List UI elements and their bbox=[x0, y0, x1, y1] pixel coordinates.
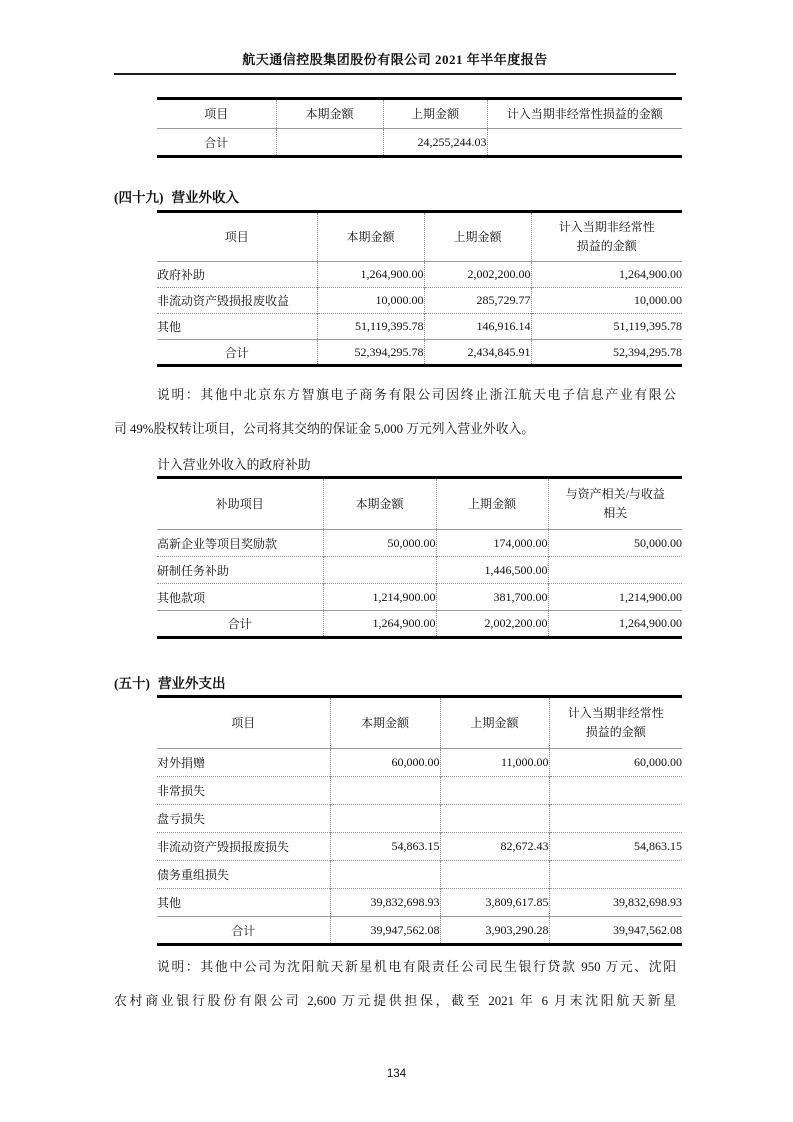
cell-nonrecurring-amount: 39,947,562.08 bbox=[613, 922, 682, 937]
table-row bbox=[157, 262, 682, 288]
cell-prior-amount: 2,434,845.91 bbox=[424, 340, 531, 366]
cell-item: 非流动资产毁损报废损失 bbox=[157, 833, 330, 861]
sub-heading-gov-subsidy: 计入营业外收入的政府补助 bbox=[157, 458, 311, 472]
cell-item: 其他 bbox=[157, 314, 317, 340]
section-title: 营业外收入 bbox=[171, 190, 239, 205]
column-header-prior: 上期金额 bbox=[383, 99, 487, 129]
column-header-current: 本期金额 bbox=[323, 478, 436, 530]
cell-item: 合计 bbox=[157, 917, 330, 945]
table-row bbox=[157, 584, 682, 611]
column-header-current: 本期金额 bbox=[330, 697, 440, 749]
section-number: (四十九) bbox=[114, 190, 164, 205]
table-row-total bbox=[157, 917, 682, 945]
cell-current-amount bbox=[330, 805, 440, 833]
page-title: 航天通信控股集团股份有限公司 2021 年半年度报告 bbox=[242, 52, 548, 67]
cell-item: 其他 bbox=[157, 889, 330, 917]
cell-prior-amount: 2,002,200.00 bbox=[436, 611, 548, 638]
table-header-row bbox=[157, 212, 682, 262]
cell-prior-amount bbox=[440, 805, 549, 833]
table-header-row bbox=[157, 697, 682, 749]
column-header-prior: 上期金额 bbox=[440, 697, 549, 749]
note-paragraph-49 bbox=[114, 378, 676, 446]
column-header-current: 本期金额 bbox=[276, 99, 383, 129]
header-line-1: 计入当期非经常性 bbox=[567, 706, 664, 720]
cell-prior-amount: 381,700.00 bbox=[436, 584, 548, 611]
cell-current-amount bbox=[323, 557, 436, 584]
table-row bbox=[157, 288, 682, 314]
header-line-1: 与资产相关/与收益 bbox=[565, 487, 665, 501]
cell-prior-amount: 82,672.43 bbox=[440, 833, 549, 861]
table-non-operating-income bbox=[157, 210, 682, 367]
cell-nonrecurring-amount: 52,394,295.78 bbox=[613, 344, 682, 359]
cell-nonrecurring-amount: 60,000.00 bbox=[634, 755, 682, 769]
cell-item: 高新企业等项目奖励款 bbox=[157, 530, 323, 557]
cell-prior-amount: 174,000.00 bbox=[436, 530, 548, 557]
table-row-total bbox=[157, 340, 682, 366]
cell-nonrecurring-amount bbox=[549, 777, 682, 805]
cell-current-amount: 1,264,900.00 bbox=[317, 262, 424, 288]
page-number: 134 bbox=[386, 1068, 407, 1080]
table-row bbox=[157, 530, 682, 557]
column-header-item: 项目 bbox=[157, 697, 330, 749]
cell-current-amount: 60,000.00 bbox=[330, 749, 440, 777]
cell-current-amount: 1,214,900.00 bbox=[323, 584, 436, 611]
cell-nonrecurring-amount bbox=[549, 861, 682, 889]
cell-item: 合计 bbox=[157, 611, 323, 638]
header-line-1: 计入当期非经常性 bbox=[558, 220, 655, 234]
cell-current-amount: 54,863.15 bbox=[330, 833, 440, 861]
note-line: 司 49%股权转让项目，公司将其交纳的保证金 5,000 万元列入营业外收入。 bbox=[114, 422, 535, 436]
cell-prior-amount: 285,729.77 bbox=[424, 288, 531, 314]
section-title: 营业外支出 bbox=[158, 676, 226, 691]
cell-prior-amount: 24,255,244.03 bbox=[383, 129, 487, 157]
cell-nonrecurring-amount: 51,119,395.78 bbox=[613, 319, 682, 333]
cell-nonrecurring-amount: 10,000.00 bbox=[634, 293, 682, 307]
column-header-prior: 上期金额 bbox=[436, 478, 548, 530]
table-row-total bbox=[157, 129, 682, 157]
table-header-row bbox=[157, 99, 682, 129]
cell-prior-amount: 11,000.00 bbox=[440, 749, 549, 777]
cell-current-amount: 51,119,395.78 bbox=[317, 314, 424, 340]
table-row bbox=[157, 557, 682, 584]
cell-current-amount: 39,947,562.08 bbox=[330, 917, 440, 945]
cell-item: 对外捐赠 bbox=[157, 749, 330, 777]
cell-item: 研制任务补助 bbox=[157, 557, 323, 584]
cell-prior-amount bbox=[440, 777, 549, 805]
cell-nonrecurring-amount: 1,264,900.00 bbox=[619, 267, 682, 281]
cell-item: 非常损失 bbox=[157, 777, 330, 805]
cell-related-amount: 50,000.00 bbox=[634, 535, 682, 550]
cell-related-amount bbox=[548, 557, 682, 584]
column-header-nonrecurring bbox=[549, 697, 682, 749]
cell-current-amount bbox=[330, 861, 440, 889]
cell-prior-amount: 1,446,500.00 bbox=[436, 557, 548, 584]
cell-current-amount bbox=[276, 129, 383, 157]
note-line: 农村商业银行股份有限公司 2,600 万元提供担保，截至 2021 年 6 月末沈阳航天新星 bbox=[114, 994, 676, 1008]
table-header-row bbox=[157, 478, 682, 530]
column-header-related bbox=[548, 478, 682, 530]
table-row bbox=[157, 833, 682, 861]
column-header-nonrecurring bbox=[531, 212, 682, 262]
cell-item: 盘亏损失 bbox=[157, 805, 330, 833]
cell-nonrecurring-amount: 54,863.15 bbox=[634, 839, 682, 853]
note-paragraph-50 bbox=[114, 950, 676, 1018]
column-header-nonrecurring: 计入当期非经常性损益的金额 bbox=[506, 106, 663, 121]
section-heading-50 bbox=[114, 672, 676, 692]
cell-current-amount: 10,000.00 bbox=[317, 288, 424, 314]
column-header-current: 本期金额 bbox=[317, 212, 424, 262]
header-divider bbox=[114, 73, 676, 75]
cell-related-amount: 1,264,900.00 bbox=[619, 616, 682, 630]
cell-nonrecurring-amount bbox=[487, 129, 682, 157]
table-row bbox=[157, 861, 682, 889]
cell-item: 合计 bbox=[157, 340, 317, 366]
cell-nonrecurring-amount: 39,832,698.93 bbox=[613, 895, 682, 909]
cell-nonrecurring-amount bbox=[549, 805, 682, 833]
table-non-operating-expense bbox=[157, 695, 682, 946]
section-number: (五十) bbox=[114, 676, 150, 691]
cell-related-amount: 1,214,900.00 bbox=[619, 589, 682, 604]
column-header-item: 项目 bbox=[157, 99, 276, 129]
note-line: 说明：其他中北京东方智旗电子商务有限公司因终止浙江航天电子信息产业有限公 bbox=[157, 388, 676, 402]
cell-prior-amount: 2,002,200.00 bbox=[424, 262, 531, 288]
cell-prior-amount: 3,903,290.28 bbox=[440, 917, 549, 945]
cell-current-amount: 39,832,698.93 bbox=[330, 889, 440, 917]
cell-current-amount: 52,394,295.78 bbox=[317, 340, 424, 366]
table-row bbox=[157, 749, 682, 777]
note-line: 说明：其他中公司为沈阳航天新星机电有限责任公司民生银行贷款 950 万元、沈阳 bbox=[157, 960, 676, 974]
table-row bbox=[157, 314, 682, 340]
section-heading-49 bbox=[114, 186, 676, 206]
cell-current-amount: 50,000.00 bbox=[323, 530, 436, 557]
table-row bbox=[157, 777, 682, 805]
cell-item: 政府补助 bbox=[157, 262, 317, 288]
cell-prior-amount: 146,916.14 bbox=[424, 314, 531, 340]
column-header-prior: 上期金额 bbox=[424, 212, 531, 262]
table-nonrecurring-continuation bbox=[157, 97, 682, 158]
cell-item: 合计 bbox=[157, 129, 276, 157]
cell-prior-amount bbox=[440, 861, 549, 889]
column-header-item: 补助项目 bbox=[157, 478, 323, 530]
cell-current-amount bbox=[330, 777, 440, 805]
table-row bbox=[157, 805, 682, 833]
cell-item: 债务重组损失 bbox=[157, 861, 330, 889]
table-row bbox=[157, 889, 682, 917]
header-line-2: 损益的金额 bbox=[585, 725, 646, 739]
table-row-total bbox=[157, 611, 682, 638]
cell-current-amount: 1,264,900.00 bbox=[323, 611, 436, 638]
header-line-2: 损益的金额 bbox=[576, 239, 637, 253]
column-header-item: 项目 bbox=[157, 212, 317, 262]
table-government-subsidy bbox=[157, 476, 682, 639]
cell-item: 其他款项 bbox=[157, 584, 323, 611]
header-line-2: 相关 bbox=[603, 506, 628, 520]
cell-prior-amount: 3,809,617.85 bbox=[440, 889, 549, 917]
cell-item: 非流动资产毁损报废收益 bbox=[157, 288, 317, 314]
